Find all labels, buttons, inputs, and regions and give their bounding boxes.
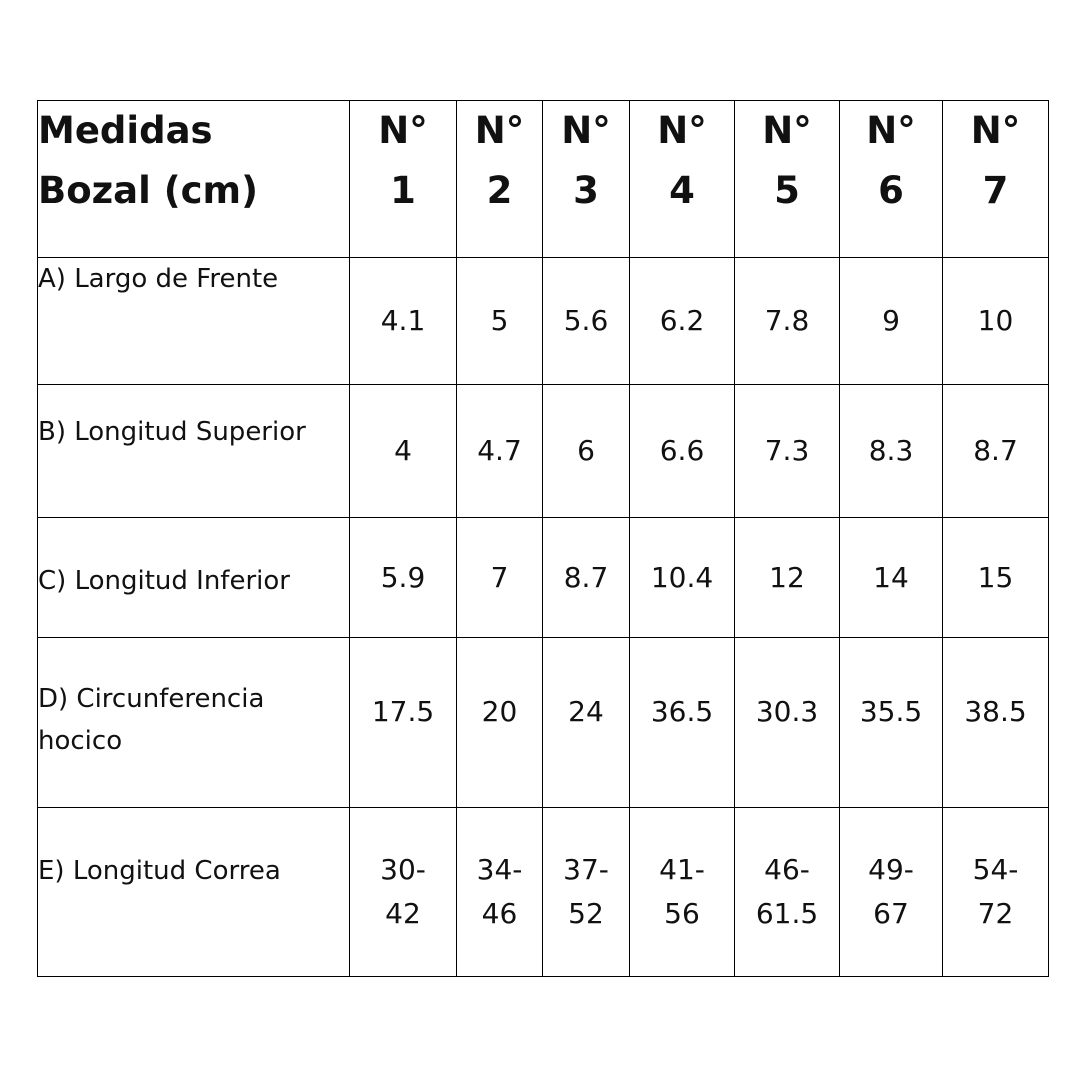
- size-header-prefix: N°: [762, 109, 812, 152]
- table-cell: 6: [543, 385, 630, 518]
- range-start: 54-: [972, 853, 1019, 886]
- range-end: 42: [385, 897, 421, 930]
- table-cell: [543, 808, 630, 977]
- table-cell: 12: [735, 518, 840, 638]
- row-label-d: D) Circunferencia hocico: [38, 638, 350, 808]
- size-header-number: 6: [878, 169, 904, 212]
- range-start: 41-: [659, 853, 705, 886]
- table-cell: 5.6: [543, 258, 630, 385]
- table-cell: 20: [457, 638, 543, 808]
- size-header-4: [630, 101, 735, 258]
- table-cell: 8.3: [840, 385, 943, 518]
- table-cell: 24: [543, 638, 630, 808]
- size-header-6: [840, 101, 943, 258]
- size-header-number: 2: [486, 169, 513, 212]
- row-label-e: E) Longitud Correa: [38, 808, 350, 977]
- table-cell: 9: [840, 258, 943, 385]
- table-cell: [350, 808, 457, 977]
- table-cell: 15: [943, 518, 1049, 638]
- size-header-prefix: N°: [657, 109, 707, 152]
- table-cell: 10: [943, 258, 1049, 385]
- table-row: [38, 638, 1049, 808]
- table-cell: [457, 808, 543, 977]
- row-label-a: A) Largo de Frente: [38, 258, 350, 385]
- table-row: [38, 258, 1049, 385]
- table-cell: [943, 808, 1049, 977]
- table-cell: 17.5: [350, 638, 457, 808]
- range-start: 49-: [868, 853, 914, 886]
- table-cell: 6.6: [630, 385, 735, 518]
- table-cell: 30.3: [735, 638, 840, 808]
- range-start: 46-: [764, 853, 810, 886]
- size-header-number: 4: [669, 169, 695, 212]
- size-header-prefix: N°: [866, 109, 916, 152]
- table-cell: 14: [840, 518, 943, 638]
- row-label-b: B) Longitud Superior: [38, 385, 350, 518]
- row-label-c: C) Longitud Inferior: [38, 518, 350, 638]
- table-cell: 35.5: [840, 638, 943, 808]
- table-cell: [630, 808, 735, 977]
- size-header-2: [457, 101, 543, 258]
- size-header-5: [735, 101, 840, 258]
- table-title-line-2: Bozal (cm): [38, 169, 258, 212]
- size-header-7: [943, 101, 1049, 258]
- range-end: 46: [481, 897, 518, 930]
- range-end: 67: [873, 897, 909, 930]
- size-header-number: 1: [390, 169, 416, 212]
- table-cell: 4.1: [350, 258, 457, 385]
- table-cell: 7: [457, 518, 543, 638]
- table-cell: 7.8: [735, 258, 840, 385]
- size-header-prefix: N°: [378, 109, 428, 152]
- table-row: [38, 385, 1049, 518]
- table-cell: 5.9: [350, 518, 457, 638]
- table-cell: 8.7: [943, 385, 1049, 518]
- range-end: 61.5: [755, 897, 819, 930]
- table-title: [38, 101, 350, 258]
- range-start: 37-: [563, 853, 609, 886]
- range-start: 34-: [476, 853, 523, 886]
- table-row: [38, 808, 1049, 977]
- range-end: 56: [664, 897, 700, 930]
- table-cell: [735, 808, 840, 977]
- table-cell: 6.2: [630, 258, 735, 385]
- table-cell: 10.4: [630, 518, 735, 638]
- range-end: 72: [977, 897, 1014, 930]
- range-end: 52: [568, 897, 604, 930]
- table-cell: 38.5: [943, 638, 1049, 808]
- size-header-prefix: N°: [474, 109, 525, 152]
- table-cell: 8.7: [543, 518, 630, 638]
- size-header-number: 7: [982, 169, 1009, 212]
- table-cell: 4: [350, 385, 457, 518]
- size-header-1: [350, 101, 457, 258]
- size-header-prefix: N°: [561, 109, 611, 152]
- table-cell: 36.5: [630, 638, 735, 808]
- header-row: [38, 101, 1049, 258]
- size-header-prefix: N°: [970, 109, 1021, 152]
- table-title-line-1: Medidas: [38, 109, 213, 152]
- table-cell: 4.7: [457, 385, 543, 518]
- muzzle-size-table: [37, 100, 1049, 977]
- size-header-3: [543, 101, 630, 258]
- table-cell: 7.3: [735, 385, 840, 518]
- table-cell: 5: [457, 258, 543, 385]
- size-header-number: 3: [573, 169, 599, 212]
- range-start: 30-: [380, 853, 426, 886]
- table-cell: [840, 808, 943, 977]
- size-header-number: 5: [774, 169, 800, 212]
- table-row: [38, 518, 1049, 638]
